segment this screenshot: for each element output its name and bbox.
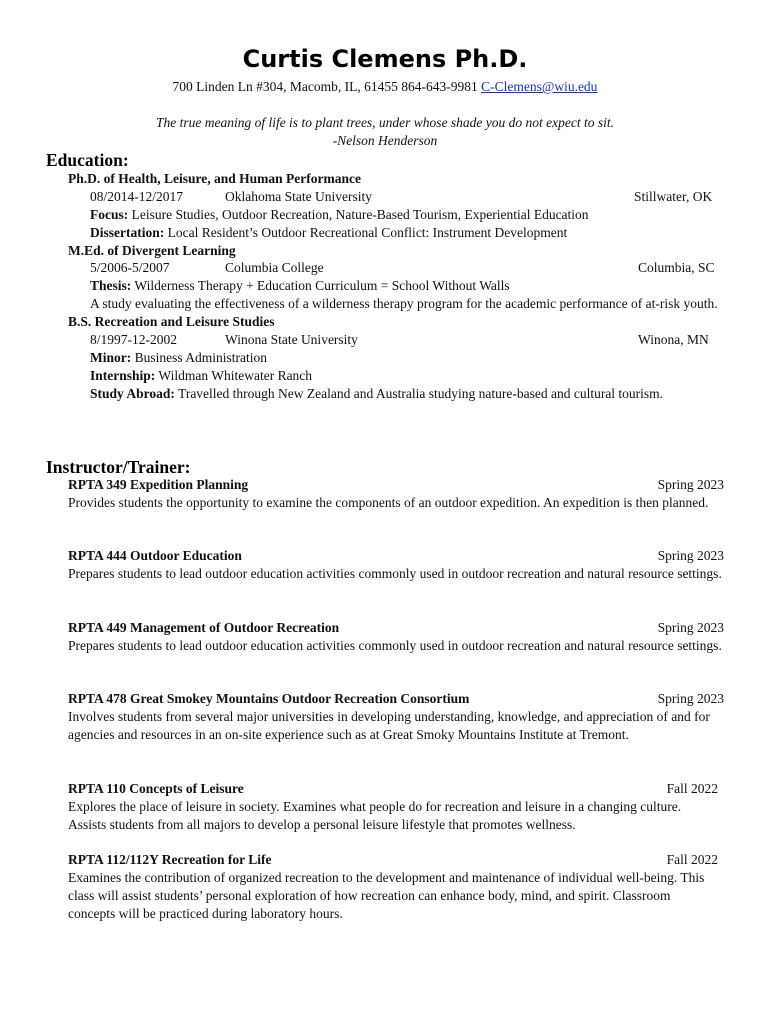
phd-focus: Focus: Leisure Studies, Outdoor Recreation, Nature-Based Tourism, Experiential Education bbox=[90, 206, 589, 222]
course-description: Prepares students to lead outdoor education activities commonly used in outdoor recreation and natural resource settings. bbox=[68, 637, 722, 653]
course-title: RPTA 349 Expedition Planning Spring 2023 bbox=[68, 477, 724, 492]
med-location: Columbia, SC bbox=[638, 260, 715, 276]
bs-study-abroad: Study Abroad: Travelled through New Zealand and Australia studying nature-based and cultural tourism. bbox=[90, 385, 664, 401]
course-item bbox=[68, 619, 724, 655]
phd-school: Oklahoma State University bbox=[225, 188, 372, 204]
contact-line bbox=[0, 78, 770, 96]
med-thesis: Thesis: Wilderness Therapy + Education Curriculum = School Without Walls bbox=[90, 278, 510, 294]
quote-block bbox=[0, 114, 770, 149]
bs-school: Winona State University bbox=[225, 332, 358, 348]
phd-dates: 08/2014-12/2017 bbox=[90, 188, 183, 204]
bs-dates: 8/1997-12-2002 bbox=[90, 332, 177, 348]
contact-address-phone: 700 Linden Ln #304, Macomb, IL, 61455 864-643-9981 bbox=[172, 79, 482, 94]
course-term: Spring 2023 bbox=[657, 548, 724, 563]
course-description: Involves students from several major universities in developing understanding, knowledge, and appreciation of and for agencies and resources in an on-site experience such as at Great Smoky Mountains Institute at Tremont. bbox=[68, 708, 710, 742]
med-school: Columbia College bbox=[225, 260, 324, 276]
bs-minor: Minor: Business Administration bbox=[90, 349, 268, 365]
course-item bbox=[68, 851, 718, 923]
med-info-row bbox=[90, 259, 728, 277]
course-description: Explores the place of leisure in society. Examines what people do for recreation and leisure in a changing culture. Assists students from all majors to develop a personal leisure lifestyle that promotes wellness. bbox=[68, 798, 682, 832]
med-summary: A study evaluating the effectiveness of a wilderness therapy program for the academic performance of at-risk youth. bbox=[90, 296, 718, 312]
bs-degree: B.S. Recreation and Leisure Studies bbox=[68, 314, 275, 330]
course-description: Provides students the opportunity to examine the components of an outdoor expedition. An expedition is then planned. bbox=[68, 494, 709, 510]
course-description: Prepares students to lead outdoor education activities commonly used in outdoor recreation and natural resource settings. bbox=[68, 565, 722, 581]
course-item bbox=[68, 547, 724, 583]
quote-author: -Nelson Henderson bbox=[332, 132, 438, 148]
bs-info-row bbox=[90, 331, 728, 349]
course-title: RPTA 478 Great Smokey Mountains Outdoor Recreation Consortium Spring 2023 bbox=[68, 691, 724, 706]
phd-dissertation: Dissertation: Local Resident’s Outdoor Recreational Conflict: Instrument Development bbox=[90, 224, 568, 240]
email-link[interactable]: C-Clemens@wiu.edu bbox=[481, 79, 598, 94]
bs-internship: Internship: Wildman Whitewater Ranch bbox=[90, 367, 313, 383]
course-item bbox=[68, 690, 724, 744]
course-title: RPTA 112/112Y Recreation for Life Fall 2022 bbox=[68, 852, 718, 867]
phd-location: Stillwater, OK bbox=[634, 188, 713, 204]
course-term: Fall 2022 bbox=[666, 852, 718, 867]
course-title: RPTA 110 Concepts of Leisure Fall 2022 bbox=[68, 781, 718, 796]
course-term: Spring 2023 bbox=[657, 691, 724, 706]
med-dates: 5/2006-5/2007 bbox=[90, 260, 170, 276]
instructor-heading: Instructor/Trainer: bbox=[46, 457, 191, 477]
education-heading: Education: bbox=[46, 150, 129, 170]
phd-info-row bbox=[90, 188, 728, 206]
course-term: Spring 2023 bbox=[657, 620, 724, 635]
phd-degree: Ph.D. of Health, Leisure, and Human Performance bbox=[68, 171, 361, 186]
course-term: Spring 2023 bbox=[657, 477, 724, 492]
med-degree: M.Ed. of Divergent Learning bbox=[68, 242, 236, 258]
bs-location: Winona, MN bbox=[638, 332, 709, 348]
course-item bbox=[68, 476, 724, 512]
course-item bbox=[68, 780, 718, 834]
course-term: Fall 2022 bbox=[666, 781, 718, 796]
course-description: Examines the contribution of organized recreation to the development and maintenance of individual well-being. This class will assist students’ personal exploration of how recreation can enhance body, mind, and spirit. Classroom concepts will be practiced during laboratory hours. bbox=[68, 869, 705, 921]
quote-text: The true meaning of life is to plant trees, under whose shade you do not expect to sit. bbox=[155, 115, 615, 130]
course-title: RPTA 444 Outdoor Education Spring 2023 bbox=[68, 548, 724, 563]
course-title: RPTA 449 Management of Outdoor Recreation Spring 2023 bbox=[68, 620, 724, 635]
resume-name: Curtis Clemens Ph.D. bbox=[242, 45, 528, 73]
education-section bbox=[68, 170, 728, 403]
